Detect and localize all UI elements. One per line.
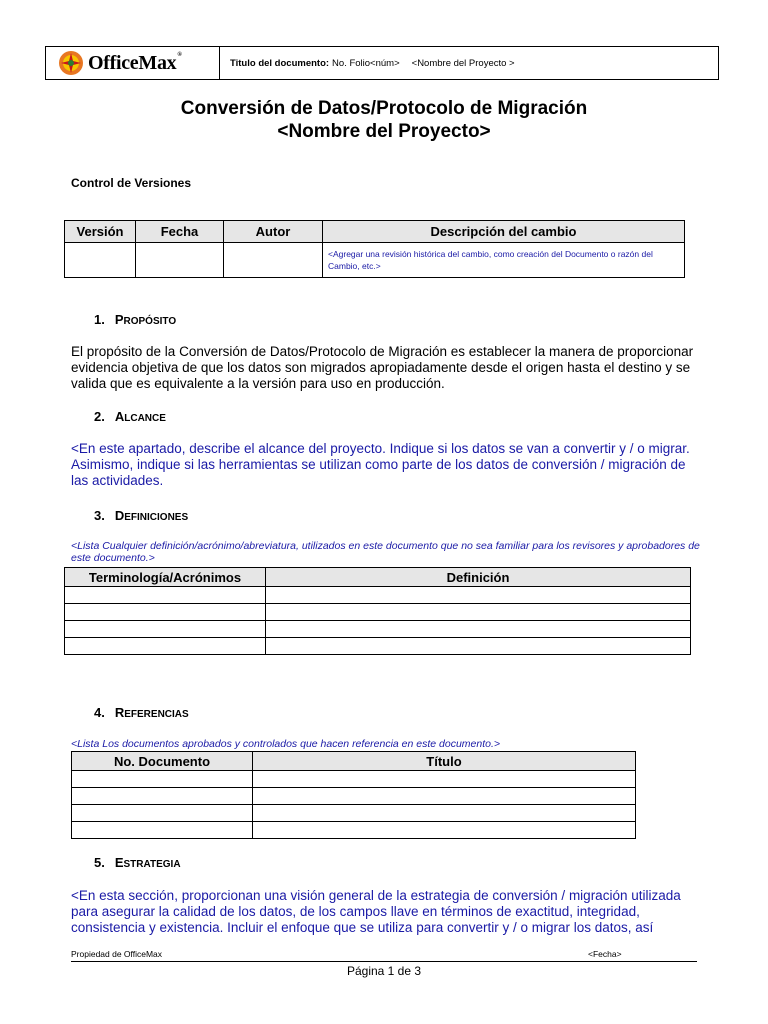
- col-version: Versión: [65, 221, 136, 243]
- col-terminology: Terminología/Acrónimos: [65, 568, 266, 587]
- page-title-line2: <Nombre del Proyecto>: [277, 121, 491, 142]
- table-header-row: [65, 568, 691, 587]
- version-table: [64, 220, 685, 278]
- logo-text: OfficeMax®: [88, 51, 182, 74]
- references-table: [71, 751, 636, 839]
- definitions-table: [64, 567, 691, 655]
- table-row: [65, 243, 685, 278]
- scope-text: <En este apartado, describe el alcance del proyecto. Indique si los datos se van a convertir y / o migrar. Asimismo, indique si las herramientas se utilizan como parte de los datos de conversión / migración de las actividades.: [71, 441, 690, 488]
- table-row: [72, 788, 636, 805]
- header-project-name: <Nombre del Proyecto >: [411, 57, 515, 69]
- table-row: [72, 805, 636, 822]
- footer-owner: Propiedad de OfficeMax: [71, 949, 163, 959]
- doc-folio: No. Folio<núm>: [332, 57, 400, 69]
- col-author: Autor: [224, 221, 323, 243]
- table-row: [72, 771, 636, 788]
- footer-date: <Fecha>: [588, 949, 622, 959]
- version-control-label: Control de Versiones: [71, 176, 192, 190]
- table-row: [65, 638, 691, 655]
- header-doc-info: [220, 47, 515, 79]
- section-heading-purpose: 1. PROPÓSITO: [94, 312, 177, 327]
- table-row: [65, 621, 691, 638]
- officemax-logo-icon: [58, 50, 84, 76]
- strategy-text: <En esta sección, proporcionan una visión general de la estrategia de conversión / migración utilizada para asegurar la calidad de los datos, de los campos llave en términos de exactitud, integridad, consistencia y existencia. Incluir el enfoque que se utiliza para convertir y / o migrar los datos, así: [71, 888, 681, 935]
- table-row: [72, 822, 636, 839]
- section-heading-scope: 2. ALCANCE: [94, 409, 166, 424]
- table-header-row: [65, 221, 685, 243]
- purpose-text: El propósito de la Conversión de Datos/Protocolo de Migración es establecer la manera de proporcionar evidencia objetiva de que los datos son migrados apropiadamente desde el origen hasta el destino y se valida que es equivalente a la versión para uso en producción.: [71, 344, 694, 391]
- references-note: <Lista Los documentos aprobados y controlados que hacen referencia en este documento.>: [71, 738, 501, 750]
- section-heading-references: 4. REFERENCIAS: [94, 705, 189, 720]
- col-date: Fecha: [136, 221, 224, 243]
- table-row: [65, 604, 691, 621]
- table-row: [65, 587, 691, 604]
- section-heading-strategy: 5. ESTRATEGIA: [94, 855, 181, 870]
- col-definition: Definición: [266, 568, 691, 587]
- document-header: [45, 46, 719, 80]
- table-header-row: [72, 752, 636, 771]
- logo-cell: [46, 47, 220, 79]
- col-title: Título: [253, 752, 636, 771]
- col-description: Descripción del cambio: [323, 221, 685, 243]
- table-cell: [224, 243, 323, 278]
- table-cell: [136, 243, 224, 278]
- section-heading-definitions: 3. DEFINICIONES: [94, 508, 189, 523]
- footer-divider: [71, 961, 697, 962]
- page-title-line1: Conversión de Datos/Protocolo de Migración: [180, 98, 588, 119]
- doc-title-label: Titulo del documento:: [230, 57, 330, 69]
- col-document-no: No. Documento: [72, 752, 253, 771]
- page-number: Página 1 de 3: [346, 964, 422, 978]
- definitions-note: <Lista Cualquier definición/acrónimo/abreviatura, utilizados en este documento que no sea familiar para los revisores y aprobadores de este documento.>: [71, 540, 700, 564]
- description-placeholder: <Agregar una revisión histórica del cambio, como creación del Documento o razón del Cambio, etc.>: [323, 243, 685, 278]
- table-cell: [65, 243, 136, 278]
